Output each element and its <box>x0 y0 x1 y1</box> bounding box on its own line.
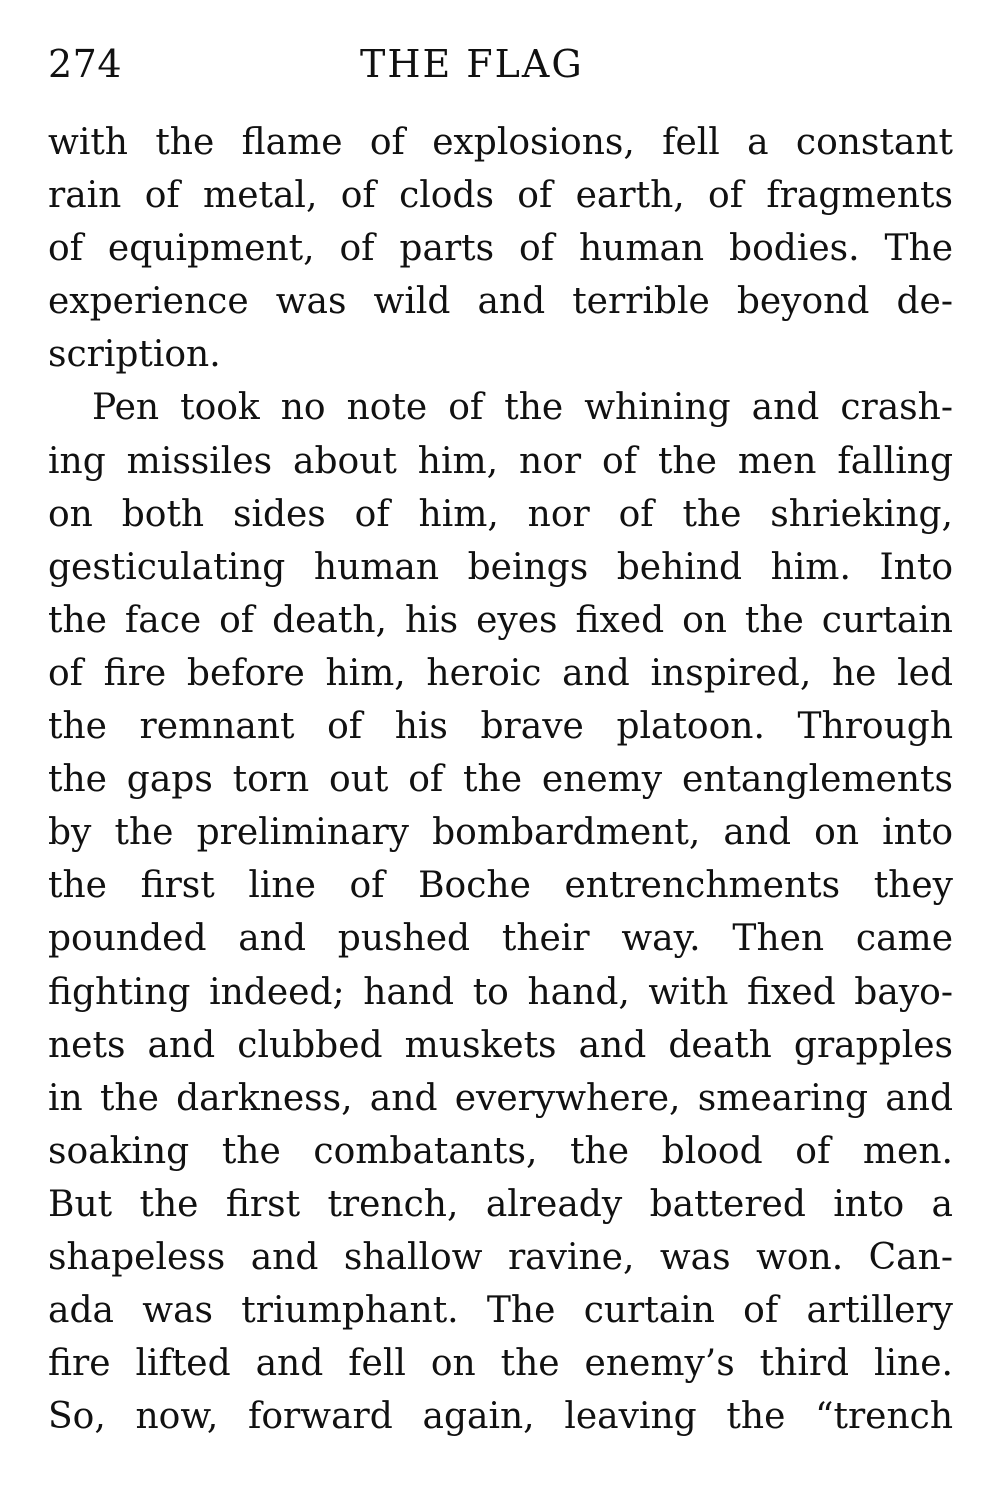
text-line: experience was wild and terrible beyond de- <box>48 281 953 323</box>
body-text <box>48 116 953 1443</box>
text-line: on both sides of him, nor of the shrieking, <box>48 493 953 535</box>
text-line: scription. <box>48 334 221 376</box>
page-number: 274 <box>48 42 123 86</box>
text-line: of fire before him, heroic and inspired, he led <box>48 652 953 694</box>
text-line: the gaps torn out of the enemy entanglements <box>48 759 953 801</box>
text-line: shapeless and shallow ravine, was won. Can- <box>48 1236 953 1278</box>
text-line: ada was triumphant. The curtain of artillery <box>48 1290 953 1332</box>
text-line: rain of metal, of clods of earth, of fragments <box>48 175 953 217</box>
text-line: gesticulating human beings behind him. Into <box>48 546 953 588</box>
text-line: soaking the combatants, the blood of men. <box>48 1130 953 1172</box>
text-line: fighting indeed; hand to hand, with fixed bayo- <box>48 971 953 1013</box>
text-line: But the first trench, already battered into a <box>48 1183 953 1225</box>
text-line: in the darkness, and everywhere, smearing and <box>48 1077 953 1119</box>
running-head <box>48 40 953 88</box>
text-line: the remnant of his brave platoon. Through <box>48 706 953 748</box>
text-line: So, now, forward again, leaving the “trench <box>48 1396 953 1438</box>
text-line: the face of death, his eyes fixed on the curtain <box>48 599 953 641</box>
text-line: nets and clubbed muskets and death grapples <box>48 1024 953 1066</box>
text-line: the first line of Boche entrenchments they <box>48 865 953 907</box>
text-line: ing missiles about him, nor of the men falling <box>48 440 953 482</box>
text-line: with the flame of explosions, fell a constant <box>48 122 953 163</box>
text-line: of equipment, of parts of human bodies. The <box>48 228 953 270</box>
paragraph-first-line: Pen took no note of the whining and crash- <box>92 387 953 429</box>
text-line: by the preliminary bombardment, and on into <box>48 812 953 854</box>
text-line: pounded and pushed their way. Then came <box>48 918 953 960</box>
running-title: THE FLAG <box>360 42 584 86</box>
text-line: fire lifted and fell on the enemy’s third line. <box>48 1343 953 1385</box>
